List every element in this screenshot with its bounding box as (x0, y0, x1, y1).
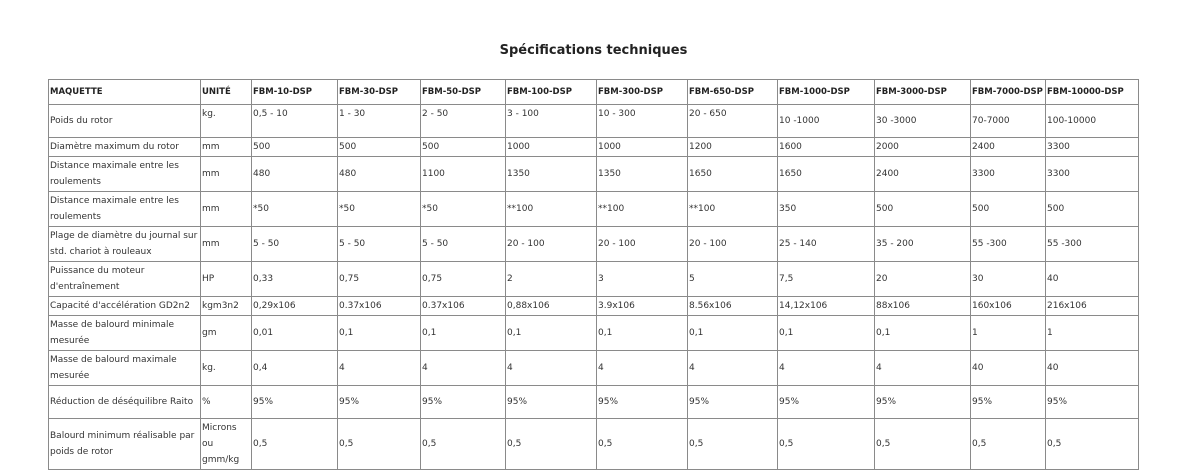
value-cell: 35 - 200 (875, 227, 971, 262)
value-cell: 20 - 100 (597, 227, 688, 262)
value-cell: 0,5 (971, 419, 1046, 470)
value-cell: 1000 (597, 138, 688, 157)
value-cell: 0.37x106 (421, 297, 506, 316)
value-cell: 0,1 (688, 316, 778, 351)
table-row (49, 138, 1139, 157)
table-row (49, 316, 1139, 351)
value-cell: 480 (252, 157, 338, 192)
value-cell: 2000 (875, 138, 971, 157)
row-label-cell: Capacité d'accélération GD2n2 (49, 297, 201, 316)
value-cell: 1200 (688, 138, 778, 157)
column-header: FBM-1000-DSP (778, 80, 875, 105)
value-cell: 1650 (778, 157, 875, 192)
value-cell: 480 (338, 157, 421, 192)
value-cell: 1350 (506, 157, 597, 192)
value-cell: *50 (421, 192, 506, 227)
column-header: FBM-100-DSP (506, 80, 597, 105)
column-header: FBM-10000-DSP (1046, 80, 1139, 105)
value-cell: 5 - 50 (252, 227, 338, 262)
row-label-cell: Réduction de déséquilibre Raito (49, 386, 201, 419)
unit-cell: Microns ou gmm/kg (201, 419, 252, 470)
value-cell: 95% (252, 386, 338, 419)
value-cell: 500 (971, 192, 1046, 227)
value-cell: 0,1 (778, 316, 875, 351)
value-cell: 70-7000 (971, 105, 1046, 138)
value-cell: 95% (971, 386, 1046, 419)
value-cell: 1100 (421, 157, 506, 192)
value-cell: 1 - 30 (338, 105, 421, 138)
unit-cell: mm (201, 157, 252, 192)
value-cell: 0,29x106 (252, 297, 338, 316)
column-header: FBM-3000-DSP (875, 80, 971, 105)
value-cell: 95% (421, 386, 506, 419)
value-cell: 3300 (1046, 138, 1139, 157)
value-cell: 0,1 (338, 316, 421, 351)
value-cell: 5 (688, 262, 778, 297)
row-label-cell: Puissance du moteur d'entraînement (49, 262, 201, 297)
unit-cell: mm (201, 227, 252, 262)
value-cell: 500 (875, 192, 971, 227)
unit-cell: mm (201, 138, 252, 157)
value-cell: 0,5 (875, 419, 971, 470)
value-cell: 500 (252, 138, 338, 157)
value-cell: 40 (1046, 351, 1139, 386)
value-cell: 1 (971, 316, 1046, 351)
value-cell: 0,33 (252, 262, 338, 297)
page-title: Spécifications techniques (499, 43, 688, 58)
value-cell: 95% (338, 386, 421, 419)
value-cell: *50 (338, 192, 421, 227)
value-cell: 30 -3000 (875, 105, 971, 138)
unit-cell: kg. (201, 351, 252, 386)
value-cell: **100 (506, 192, 597, 227)
value-cell: 0,5 (597, 419, 688, 470)
value-cell: 0,5 (421, 419, 506, 470)
value-cell: 7,5 (778, 262, 875, 297)
value-cell: 4 (778, 351, 875, 386)
value-cell: 1350 (597, 157, 688, 192)
value-cell: 95% (688, 386, 778, 419)
value-cell: 0,75 (421, 262, 506, 297)
value-cell: 500 (338, 138, 421, 157)
value-cell: **100 (597, 192, 688, 227)
value-cell: 8.56x106 (688, 297, 778, 316)
value-cell: 20 - 100 (688, 227, 778, 262)
table-row (49, 419, 1139, 470)
value-cell: 88x106 (875, 297, 971, 316)
column-header: FBM-300-DSP (597, 80, 688, 105)
value-cell: 2 (506, 262, 597, 297)
value-cell: 55 -300 (1046, 227, 1139, 262)
value-cell: 500 (421, 138, 506, 157)
unit-cell: kg. (201, 105, 252, 138)
table-header-row (49, 80, 1139, 105)
table-row (49, 351, 1139, 386)
unit-cell: mm (201, 192, 252, 227)
row-label-cell: Balourd minimum réalisable par poids de rotor (49, 419, 201, 470)
column-header: FBM-50-DSP (421, 80, 506, 105)
value-cell: 4 (875, 351, 971, 386)
value-cell: 10 -1000 (778, 105, 875, 138)
column-header: FBM-7000-DSP (971, 80, 1046, 105)
column-header: FBM-10-DSP (252, 80, 338, 105)
value-cell: 40 (1046, 262, 1139, 297)
value-cell: 0,4 (252, 351, 338, 386)
value-cell: 0,5 (1046, 419, 1139, 470)
value-cell: 0.37x106 (338, 297, 421, 316)
table-row (49, 227, 1139, 262)
value-cell: 3 (597, 262, 688, 297)
row-label-cell: Masse de balourd maximale mesurée (49, 351, 201, 386)
unit-cell: HP (201, 262, 252, 297)
value-cell: 0,1 (421, 316, 506, 351)
value-cell: 0,5 (688, 419, 778, 470)
table-row (49, 105, 1139, 138)
unit-cell: kgm3n2 (201, 297, 252, 316)
specifications-table (48, 79, 1139, 470)
value-cell: 5 - 50 (338, 227, 421, 262)
value-cell: 216x106 (1046, 297, 1139, 316)
value-cell: 10 - 300 (597, 105, 688, 138)
unit-cell: % (201, 386, 252, 419)
value-cell: 2400 (971, 138, 1046, 157)
value-cell: 160x106 (971, 297, 1046, 316)
value-cell: 95% (597, 386, 688, 419)
value-cell: 20 - 650 (688, 105, 778, 138)
value-cell: 95% (778, 386, 875, 419)
value-cell: 4 (597, 351, 688, 386)
column-header: FBM-30-DSP (338, 80, 421, 105)
value-cell: 350 (778, 192, 875, 227)
value-cell: 1000 (506, 138, 597, 157)
value-cell: 20 - 100 (506, 227, 597, 262)
value-cell: 5 - 50 (421, 227, 506, 262)
value-cell: 4 (688, 351, 778, 386)
value-cell: 3 - 100 (506, 105, 597, 138)
value-cell: 95% (875, 386, 971, 419)
value-cell: 14,12x106 (778, 297, 875, 316)
value-cell: 1650 (688, 157, 778, 192)
value-cell: 3300 (1046, 157, 1139, 192)
value-cell: 0,1 (875, 316, 971, 351)
value-cell: 4 (421, 351, 506, 386)
column-header: FBM-650-DSP (688, 80, 778, 105)
value-cell: 0,5 (252, 419, 338, 470)
row-label-cell: Distance maximale entre les roulements (49, 157, 201, 192)
column-header: MAQUETTE (49, 80, 201, 105)
value-cell: 0,1 (506, 316, 597, 351)
table-row (49, 192, 1139, 227)
row-label-cell: Plage de diamètre du journal sur std. chariot à rouleaux (49, 227, 201, 262)
value-cell: 30 (971, 262, 1046, 297)
column-header: UNITÉ (201, 80, 252, 105)
table-row (49, 157, 1139, 192)
value-cell: 55 -300 (971, 227, 1046, 262)
value-cell: 95% (506, 386, 597, 419)
value-cell: 0,01 (252, 316, 338, 351)
value-cell: *50 (252, 192, 338, 227)
value-cell: 20 (875, 262, 971, 297)
value-cell: 0,1 (597, 316, 688, 351)
value-cell: 4 (506, 351, 597, 386)
value-cell: 40 (971, 351, 1046, 386)
value-cell: 2400 (875, 157, 971, 192)
row-label-cell: Distance maximale entre les roulements (49, 192, 201, 227)
value-cell: 3300 (971, 157, 1046, 192)
value-cell: 100-10000 (1046, 105, 1139, 138)
value-cell: 0,5 (506, 419, 597, 470)
table-row (49, 262, 1139, 297)
value-cell: 0,88x106 (506, 297, 597, 316)
value-cell: 0,5 - 10 (252, 105, 338, 138)
value-cell: 95% (1046, 386, 1139, 419)
row-label-cell: Poids du rotor (49, 105, 201, 138)
unit-cell: gm (201, 316, 252, 351)
row-label-cell: Diamètre maximum du rotor (49, 138, 201, 157)
table-row (49, 386, 1139, 419)
value-cell: 1600 (778, 138, 875, 157)
value-cell: 3.9x106 (597, 297, 688, 316)
value-cell: 500 (1046, 192, 1139, 227)
value-cell: **100 (688, 192, 778, 227)
value-cell: 0,5 (338, 419, 421, 470)
value-cell: 2 - 50 (421, 105, 506, 138)
value-cell: 0,5 (778, 419, 875, 470)
table-row (49, 297, 1139, 316)
value-cell: 25 - 140 (778, 227, 875, 262)
value-cell: 1 (1046, 316, 1139, 351)
row-label-cell: Masse de balourd minimale mesurée (49, 316, 201, 351)
value-cell: 0,75 (338, 262, 421, 297)
value-cell: 4 (338, 351, 421, 386)
